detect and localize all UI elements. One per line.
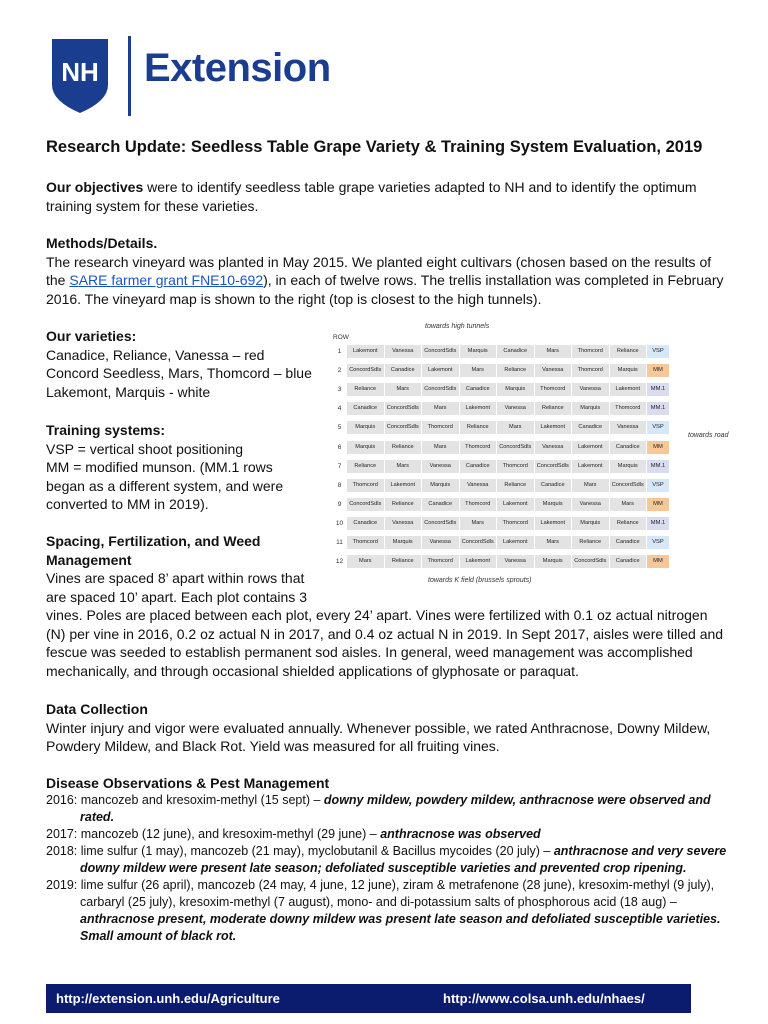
map-cell: Lakemont [610, 383, 648, 396]
map-cell: Canadice [535, 479, 573, 492]
map-row [332, 437, 669, 456]
map-cell: Marquis [422, 479, 460, 492]
map-cell: Marquis [610, 460, 648, 473]
map-cell: Vanessa [497, 402, 535, 415]
map-cell: Lakemont [385, 479, 423, 492]
disease-entry-plain: 2019: lime sulfur (26 april), mancozeb (24 may, 4 june, 12 june), ziram & metrafenone (28 june), kresoxim-methyl (9 july), carbaryl (25 july), kresoxim-methyl (7 august), mono- and di-potassium salts of phosphorous acid (18 aug) – [46, 878, 715, 909]
methods-section [46, 234, 726, 308]
page-title: Research Update: Seedless Table Grape Variety & Training System Evaluation, 2019 [46, 138, 703, 156]
map-system-tag: MM [647, 364, 669, 377]
map-cell: Mars [347, 555, 385, 568]
map-cell: ConcordSdls [347, 498, 385, 511]
map-row [332, 361, 669, 380]
spacing-text-a: Vines are spaced 8’ apart within rows that are spaced 10’ apart. Each plot contains 3 [46, 570, 307, 605]
map-row-header: ROW [333, 334, 349, 341]
map-cell: Vanessa [535, 364, 573, 377]
disease-entry [46, 843, 736, 877]
map-cell: Thomcord [422, 555, 460, 568]
map-cell: Lakemont [535, 421, 573, 434]
map-cell: Reliance [497, 479, 535, 492]
data-collection-section [46, 700, 726, 756]
map-cell: Lakemont [497, 498, 535, 511]
map-cell: Canadice [460, 383, 498, 396]
spacing-heading: Spacing, Fertilization, and Weed Management [46, 533, 261, 568]
footer-link-agriculture[interactable]: http://extension.unh.edu/Agriculture [56, 991, 280, 1006]
varieties-section [46, 327, 314, 401]
disease-entry-bold: anthracnose and very severe downy mildew were present late season; defoliated susceptible varieties and prevented crop ripening. [80, 844, 727, 875]
map-cell: Reliance [385, 498, 423, 511]
methods-text-after: ), in each of twelve rows. The trellis installation was completed in February 2016. The vineyard map is shown to the right (top is closest to the high tunnels). [46, 272, 724, 307]
unh-extension-logo[interactable] [50, 36, 331, 116]
disease-section [46, 774, 736, 945]
map-system-tag: MM [647, 555, 669, 568]
map-cell: Reliance [610, 345, 648, 358]
map-cell: ConcordSdls [422, 517, 460, 530]
map-cell: Mars [460, 364, 498, 377]
map-cell: ConcordSdls [460, 536, 498, 549]
map-cell: Marquis [460, 345, 498, 358]
map-system-tag: VSP [647, 345, 669, 358]
map-row-number: 10 [335, 519, 344, 527]
vineyard-map [330, 322, 735, 590]
map-cell: Thomcord [535, 383, 573, 396]
map-cell: Lakemont [572, 441, 610, 454]
training-vsp: VSP = vertical shoot positioning [46, 440, 244, 457]
disease-entry-plain: 2017: mancozeb (12 june), and kresoxim-methyl (29 june) – [46, 827, 381, 841]
map-cell: Canadice [610, 536, 648, 549]
map-system-tag: MM [647, 498, 669, 511]
map-row-number: 3 [337, 386, 342, 394]
logo-mark: NH [61, 57, 99, 87]
unh-shield-icon [50, 37, 110, 115]
map-row-number: 6 [337, 443, 342, 451]
map-row-number: 5 [337, 424, 342, 432]
disease-entry-bold: anthracnose present, moderate downy mildew was present late season and defoliated susceptible varieties. Small amount of black rot. [80, 912, 721, 943]
map-cell: Lakemont [422, 364, 460, 377]
varieties-red: Canadice, Reliance, Vanessa – red [46, 346, 265, 363]
map-cell: Mars [385, 383, 423, 396]
map-cell: Lakemont [347, 345, 385, 358]
map-cell: Marquis [497, 383, 535, 396]
map-bottom-label: towards K field (brussels sprouts) [428, 577, 532, 584]
map-cell: Thomcord [460, 441, 498, 454]
map-cell: Marquis [535, 498, 573, 511]
footer-bar [46, 984, 691, 1013]
map-cell: ConcordSdls [422, 383, 460, 396]
map-cell: Canadice [347, 402, 385, 415]
map-cell: Lakemont [460, 555, 498, 568]
map-cell: Marquis [347, 421, 385, 434]
map-system-tag: MM [647, 441, 669, 454]
map-system-tag: VSP [647, 536, 669, 549]
map-cell: Reliance [572, 536, 610, 549]
disease-entry [46, 792, 736, 826]
map-cell: ConcordSdls [572, 555, 610, 568]
map-system-tag: VSP [647, 479, 669, 492]
disease-entry-bold: downy mildew, powdery mildew, anthracnose were observed and rated. [80, 793, 711, 824]
map-cell: Vanessa [610, 421, 648, 434]
map-row [332, 476, 669, 495]
map-row [332, 552, 669, 571]
map-row [332, 457, 669, 476]
map-cell: Vanessa [385, 517, 423, 530]
map-row-number: 11 [336, 538, 343, 546]
map-right-label: towards road [688, 432, 729, 439]
map-row [332, 342, 669, 361]
map-cell: ConcordSdls [497, 441, 535, 454]
map-cell: Thomcord [497, 517, 535, 530]
objectives-paragraph [46, 178, 726, 215]
map-cell: Canadice [572, 421, 610, 434]
map-cell: Reliance [460, 421, 498, 434]
disease-entry-plain: 2018: lime sulfur (1 may), mancozeb (21 may), myclobutanil & Bacillus mycoides (20 july) – [46, 844, 554, 858]
map-cell: Canadice [497, 345, 535, 358]
spacing-text-b: vines. Poles are placed between each plot, every 24’ apart. Vines were fertilized with 0.1 oz actual nitrogen (N) per vine in 2016, 0.2 oz actual N in 2017, and 0.4 oz actual N in 2019. In Sept 2017, aisles were tilled and fescue was seeded to establish permanent sod aisles. In general, weed management was accomplished mechanically, and through occasional shielded applications of glyphosate or paraquat. [46, 607, 724, 679]
map-row-number: 7 [337, 462, 342, 470]
map-row-number: 4 [337, 405, 342, 413]
map-row [332, 495, 669, 514]
map-cell: Mars [572, 479, 610, 492]
map-cell: Mars [535, 345, 573, 358]
varieties-white: Lakemont, Marquis - white [46, 383, 211, 400]
map-cell: Canadice [460, 460, 498, 473]
map-cell: Reliance [347, 383, 385, 396]
map-cell: Vanessa [572, 383, 610, 396]
map-cell: Reliance [385, 441, 423, 454]
map-cell: Thomcord [460, 498, 498, 511]
map-cell: Mars [460, 517, 498, 530]
map-cell: Lakemont [535, 517, 573, 530]
map-cell: Thomcord [572, 364, 610, 377]
map-cell: Thomcord [422, 421, 460, 434]
training-heading: Training systems: [46, 422, 166, 438]
objectives-text: were to identify seedless table grape varieties adapted to NH and to identify the optimum training system for these varieties. [46, 179, 697, 214]
map-cell: Marquis [535, 555, 573, 568]
map-system-tag: MM.1 [647, 460, 669, 473]
map-cell: Thomcord [497, 460, 535, 473]
map-system-tag: VSP [647, 421, 669, 434]
data-collection-text: Winter injury and vigor were evaluated annually. Whenever possible, we rated Anthracnose, Downy Mildew, Powdery Mildew, and Black Rot. Yield was measured for all fruiting vines. [46, 719, 711, 754]
map-cell: Lakemont [572, 460, 610, 473]
map-cell: ConcordSdls [385, 402, 423, 415]
map-cell: Reliance [347, 460, 385, 473]
map-cell: Vanessa [572, 498, 610, 511]
map-cell: Mars [497, 421, 535, 434]
map-cell: Canadice [347, 517, 385, 530]
logo-divider [128, 36, 131, 116]
map-cell: ConcordSdls [422, 345, 460, 358]
map-cell: Marquis [347, 441, 385, 454]
map-cell: Vanessa [460, 479, 498, 492]
map-row [332, 533, 669, 552]
map-cell: Vanessa [535, 441, 573, 454]
training-mm: MM = modified munson. (MM.1 rows began as a different system, and were converted to MM in 2019). [46, 459, 284, 512]
map-system-tag: MM.1 [647, 402, 669, 415]
map-cell: Vanessa [497, 555, 535, 568]
map-cell: Marquis [610, 364, 648, 377]
map-cell: Mars [422, 402, 460, 415]
disease-entry-bold: anthracnose was observed [380, 827, 541, 841]
footer-link-nhaes[interactable]: http://www.colsa.unh.edu/nhaes/ [443, 991, 645, 1006]
map-cell: Thomcord [572, 345, 610, 358]
map-cell: Canadice [422, 498, 460, 511]
map-row-number: 8 [337, 481, 342, 489]
map-cell: Vanessa [422, 536, 460, 549]
disease-entry [46, 826, 736, 843]
disease-entry-plain: 2016: mancozeb and kresoxim-methyl (15 sept) – [46, 793, 324, 807]
map-cell: Reliance [497, 364, 535, 377]
map-cell: Reliance [535, 402, 573, 415]
map-row [332, 399, 669, 418]
sare-grant-link[interactable]: SARE farmer grant FNE10-692 [69, 272, 264, 288]
map-cell: Mars [610, 498, 648, 511]
map-row [332, 418, 669, 437]
map-cell: Mars [385, 460, 423, 473]
map-row [332, 380, 669, 399]
varieties-heading: Our varieties: [46, 328, 137, 344]
objectives-lead: Our objectives [46, 179, 144, 195]
methods-body [46, 253, 726, 309]
methods-text-before: The research vineyard was planted in May 2015. We planted eight cultivars (chosen based on the results of the [46, 253, 712, 288]
disease-entry [46, 877, 736, 945]
map-cell: Marquis [572, 517, 610, 530]
map-cell: ConcordSdls [610, 479, 648, 492]
map-cell: Lakemont [497, 536, 535, 549]
map-cell: Mars [535, 536, 573, 549]
map-cell: Thomcord [347, 479, 385, 492]
map-cell: Thomcord [347, 536, 385, 549]
training-section [46, 421, 314, 514]
map-row-number: 9 [337, 500, 342, 508]
map-system-tag: MM.1 [647, 383, 669, 396]
map-cell: Vanessa [422, 460, 460, 473]
map-cell: Marquis [385, 536, 423, 549]
data-collection-heading: Data Collection [46, 701, 148, 717]
map-cell: Canadice [385, 364, 423, 377]
map-system-tag: MM.1 [647, 517, 669, 530]
map-cell: Canadice [610, 555, 648, 568]
map-row-number: 1 [337, 348, 342, 356]
disease-heading: Disease Observations & Pest Management [46, 775, 330, 791]
map-cell: Marquis [572, 402, 610, 415]
map-cell: ConcordSdls [385, 421, 423, 434]
map-cell: ConcordSdls [347, 364, 385, 377]
map-cell: ConcordSdls [535, 460, 573, 473]
map-cell: Lakemont [460, 402, 498, 415]
varieties-blue: Concord Seedless, Mars, Thomcord – blue [46, 365, 312, 381]
map-cell: Reliance [385, 555, 423, 568]
map-grid [332, 342, 669, 571]
map-cell: Canadice [610, 441, 648, 454]
map-cell: Vanessa [385, 345, 423, 358]
map-row [332, 514, 669, 533]
map-cell: Thomcord [610, 402, 648, 415]
map-cell: Reliance [610, 517, 648, 530]
map-top-label: towards high tunnels [425, 323, 490, 330]
methods-heading: Methods/Details. [46, 235, 158, 251]
map-row-number: 12 [335, 558, 344, 566]
logo-wordmark: Extension [144, 46, 331, 90]
map-row-number: 2 [337, 367, 342, 375]
map-cell: Mars [422, 441, 460, 454]
